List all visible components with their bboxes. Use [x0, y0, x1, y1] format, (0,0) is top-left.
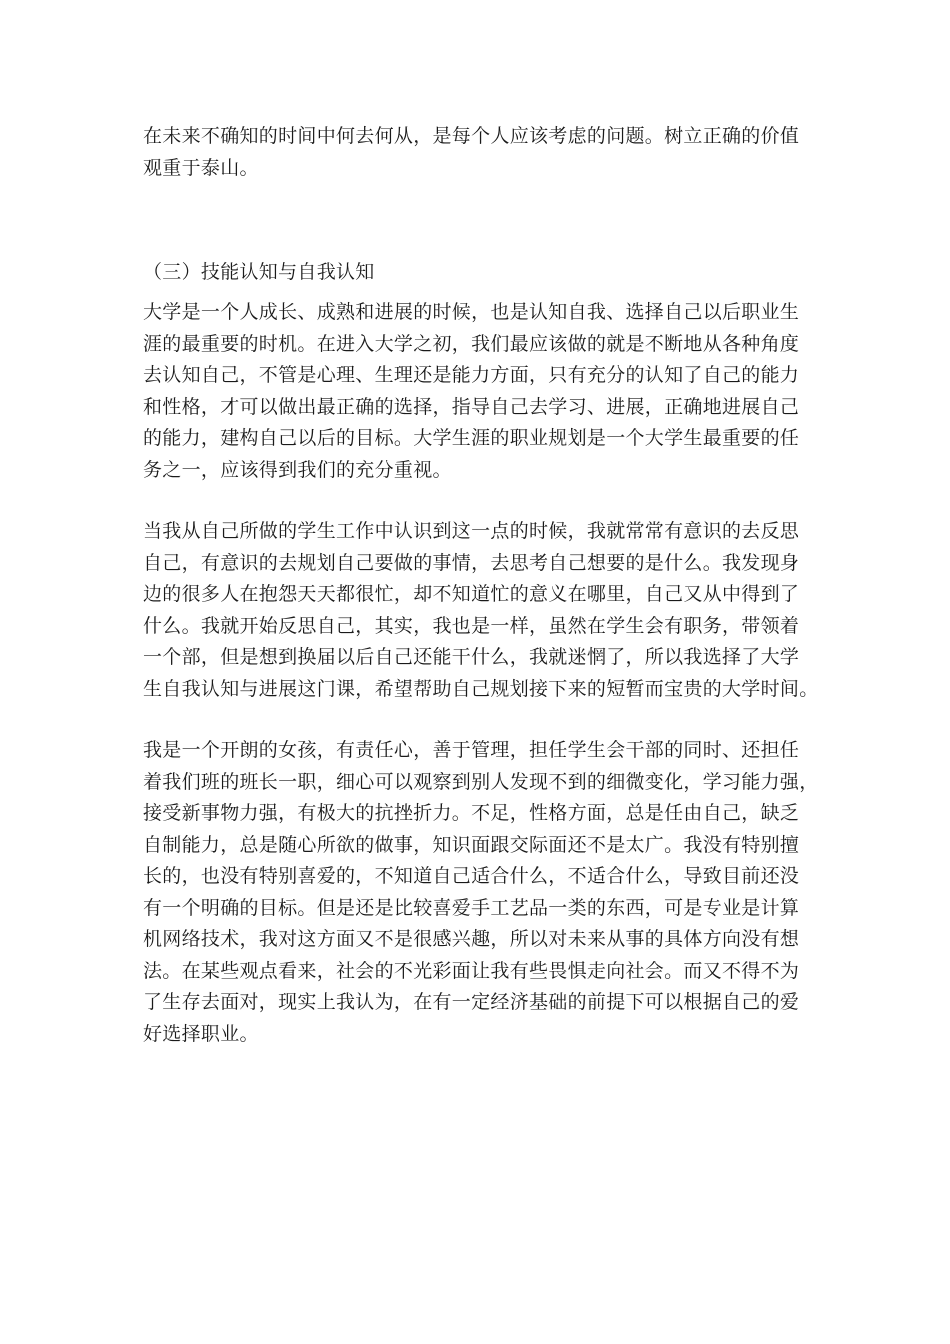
text-line: 涯的最重要的时机。在进入大学之初，我们最应该做的就是不断地从各种角度	[143, 332, 800, 355]
intro-paragraph	[143, 121, 813, 184]
text-line: 边的很多人在抱怨天天都很忙，却不知道忙的意义在哪里，自己又从中得到了	[143, 583, 800, 605]
text-line: 法。在某些观点看来，社会的不光彩面让我有些畏惧走向社会。而又不得不为	[143, 959, 800, 982]
body-paragraph-1	[143, 297, 813, 486]
body-paragraph-3	[143, 735, 819, 1050]
text-line: 自己，有意识的去规划自己要做的事情，去思考自己想要的是什么。我发现身	[143, 551, 800, 574]
body-paragraph-2	[143, 516, 819, 705]
text-line: 当我从自己所做的学生工作中认识到这一点的时候，我就常常有意识的去反思	[143, 520, 800, 542]
text-line: 大学是一个人成长、成熟和进展的时候，也是认知自我、选择自己以后职业生	[143, 301, 800, 323]
section-heading: （三）技能认知与自我认知	[143, 261, 375, 283]
text-line: 在未来不确知的时间中何去何从，是每个人应该考虑的问题。树立正确的价值	[143, 125, 800, 147]
text-line: 的能力，建构自己以后的目标。大学生涯的职业规划是一个大学生最重要的任	[143, 427, 800, 449]
text-line: 有一个明确的目标。但是还是比较喜爱手工艺品一类的东西，可是专业是计算	[143, 896, 800, 919]
text-line: 什么。我就开始反思自己，其实，我也是一样，虽然在学生会有职务，带领着	[143, 614, 800, 637]
text-line: 去认知自己，不管是心理、生理还是能力方面，只有充分的认知了自己的能力	[143, 364, 800, 386]
text-line: 观重于泰山。	[143, 156, 259, 179]
text-line: 了生存去面对，现实上我认为，在有一定经济基础的前提下可以根据自己的爱	[143, 991, 800, 1013]
text-line: 和性格，才可以做出最正确的选择，指导自己去学习、进展，正确地进展自己	[143, 395, 800, 418]
text-line: 生自我认知与进展这门课，希望帮助自己规划接下来的短暂而宝贵的大学时间。	[143, 677, 819, 700]
text-line: 自制能力，总是随心所欲的做事，知识面跟交际面还不是太广。我没有特别擅	[143, 833, 800, 856]
text-line: 长的，也没有特别喜爱的，不知道自己适合什么，不适合什么，导致目前还没	[143, 865, 800, 887]
text-line: 机网络技术，我对这方面又不是很感兴趣，所以对未来从事的具体方向没有想	[143, 928, 800, 950]
text-line: 接受新事物力强，有极大的抗挫折力。不足，性格方面，总是任由自己，缺乏	[143, 802, 800, 824]
text-line: 我是一个开朗的女孩，有责任心，善于管理，担任学生会干部的同时、还担任	[143, 739, 800, 761]
text-line: 着我们班的班长一职，细心可以观察到别人发现不到的细微变化，学习能力强，	[143, 770, 819, 793]
text-line: 务之一，应该得到我们的充分重视。	[143, 458, 452, 481]
text-line: 好选择职业。	[143, 1022, 259, 1045]
text-line: 一个部，但是想到换届以后自己还能干什么，我就迷惘了，所以我选择了大学	[143, 646, 800, 668]
